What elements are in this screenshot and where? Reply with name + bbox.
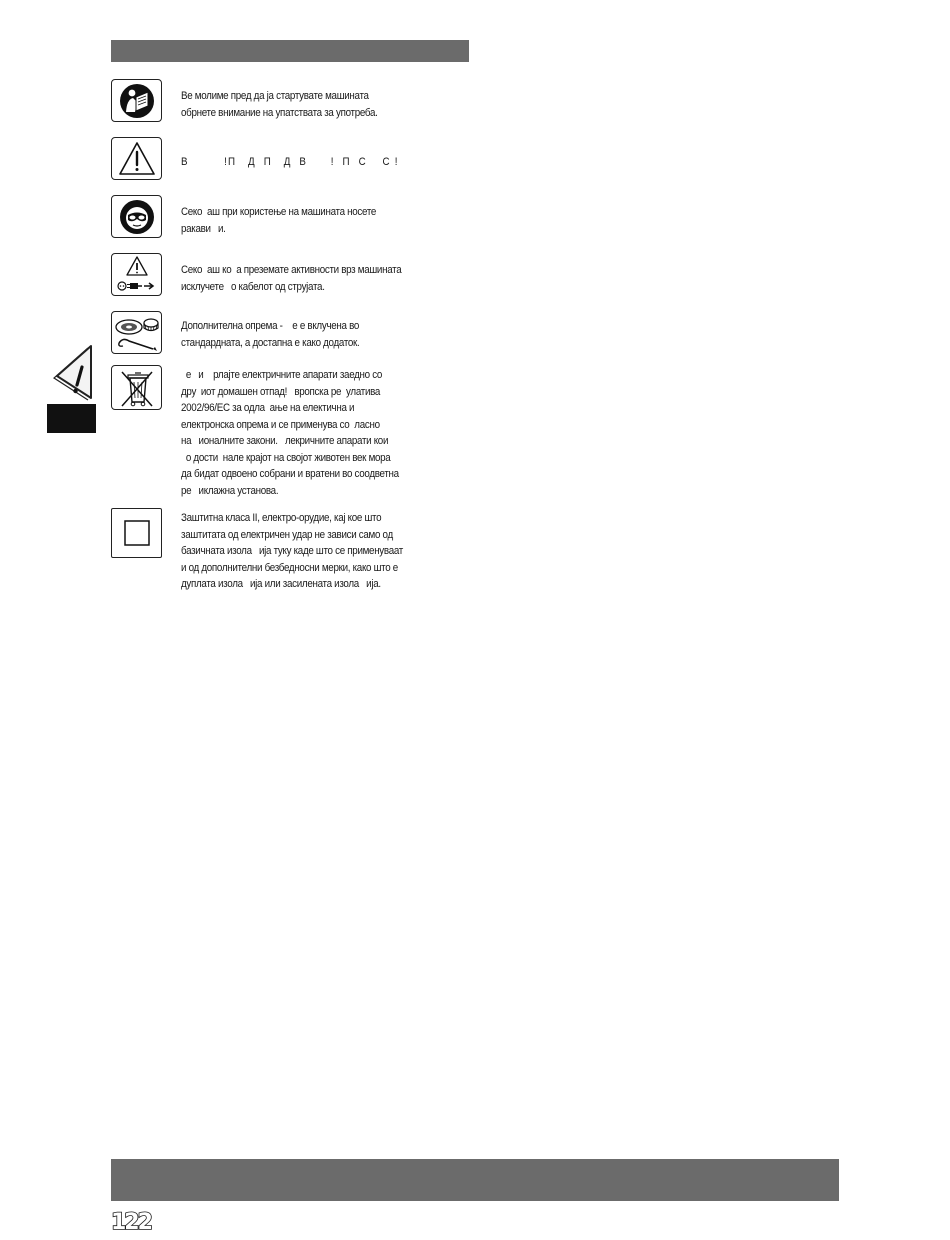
- safety-goggles-symbol: [111, 195, 162, 238]
- safety-goggles-icon: [118, 198, 156, 236]
- side-warning-icon: [47, 326, 96, 404]
- symbol-text-read-manual: Ве молиме пред да ја стартувате машината обрнете внимание на упатствата за употреба.: [181, 90, 378, 119]
- accessory-symbol: [111, 311, 162, 354]
- accessory-discs-icon: [113, 313, 161, 353]
- crossed-bin-icon: [117, 368, 157, 408]
- header-bar: [111, 40, 469, 62]
- symbol-text-accessory: Дополнителна опрема - е е вклучена во стандардната, а достапна е како додаток.: [181, 320, 360, 349]
- footer-bar: [111, 1159, 839, 1201]
- symbol-text-unplug: Секо аш ко а преземате активности врз машината исклучете о кабелот од струјата.: [181, 264, 402, 293]
- read-manual-icon: [118, 82, 156, 120]
- page-number: 122: [111, 1210, 151, 1235]
- read-manual-symbol: [111, 79, 162, 122]
- symbol-text-class2: Заштитна класа II, електро-орудие, кај кое што заштитата од електричен удар не зависи само од базичната изола ија туку каде што се применуваат и од дополнителни безбедносни мерки, како што е дуплата изола ија или засилената изола ија.: [181, 512, 403, 590]
- symbol-text-safety: Секо аш при користење на машината носете ракави и.: [181, 206, 377, 235]
- side-tab: [47, 326, 96, 433]
- class2-symbol: [111, 508, 162, 558]
- symbol-text-weee: е и рлајте електричните апарати заедно со дру иот домашен отпад! вропска ре улатива 2002/96/ЕС за одла ање на електична и електронска опрема и се применува со ласно на ионалните закони. лекричните апарати кои о дости нале крајот на својот животен век мора да бидат одвоено собрани и вратени во соодветна ре иклажна установа.: [181, 369, 399, 497]
- unplug-warning-icon: [114, 255, 160, 295]
- warning-symbol: [111, 137, 162, 180]
- unplug-symbol: [111, 253, 162, 296]
- double-square-class2-icon: [122, 518, 152, 548]
- weee-symbol: [111, 365, 162, 410]
- warning-triangle-icon: [117, 140, 157, 178]
- symbol-text-warning: В !П Д П Д В ! П С С !: [181, 156, 399, 168]
